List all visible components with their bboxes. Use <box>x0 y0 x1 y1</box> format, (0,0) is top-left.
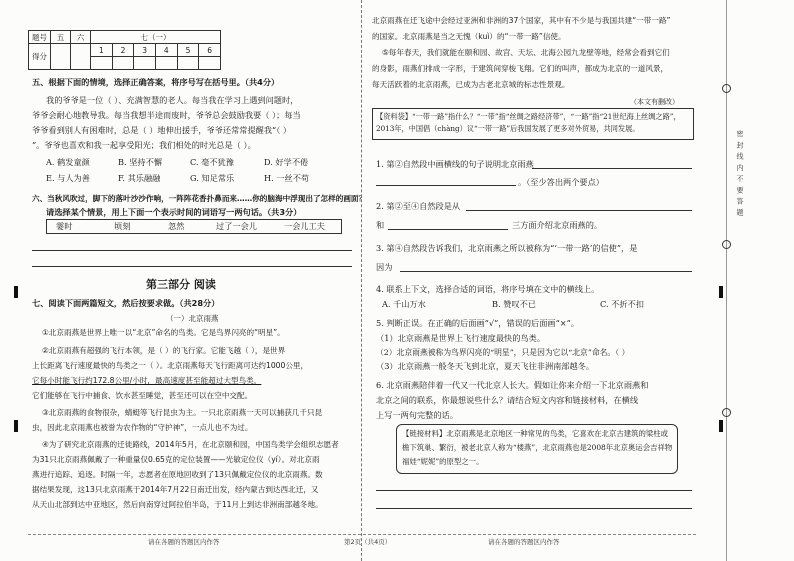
q5-judge-item-1: （1）北京雨燕是世界上飞行速度最快的鸟类。 <box>376 333 545 343</box>
score-col-5: 五 <box>51 31 71 44</box>
seal-circle-icon <box>722 240 731 249</box>
passage-para-3a: ③北京雨燕的食物很杂，蜻蜓等飞行昆虫为主。一只北京雨燕一天可以捕获几千只昆 <box>42 408 323 417</box>
q1-hint: 。（至少答出两个要点） <box>518 177 604 187</box>
q4-option: B. 赞叹不已 <box>492 299 536 309</box>
passage-para-4b: 为31只北京雨燕佩戴了一种重量仅0.65克的定位装置——光敏定位仪（yí）。对北京雨 <box>32 455 320 464</box>
bind-mark <box>719 420 723 432</box>
q5-option: A. 鹤发童颜 <box>46 157 90 167</box>
passage-para-6b: 的身影，雨燕们排成一字形，于建筑间穿梭飞翔。它们的叫声，都成为北京的一道风景， <box>372 64 669 73</box>
q6-word: 顷刻 <box>114 221 131 231</box>
q5-title: 五、根据下面的情境，选择正确答案，将序号写在括号里。（共4分） <box>32 77 280 87</box>
q6-word: 霎时 <box>56 221 73 231</box>
score-col-6: 六 <box>71 31 91 44</box>
q6-word: 一会儿工夫 <box>284 221 325 231</box>
score-sub: 6 <box>199 44 221 57</box>
part3-title: 第三部分 阅读 <box>146 278 216 291</box>
score-cell-6[interactable] <box>71 44 91 70</box>
q1-answer-line-2[interactable] <box>376 185 516 186</box>
q6-answer-line-1[interactable] <box>32 250 352 251</box>
q5-para-2: 爷爷会耐心地教导我。每当我想半途而废时，爷爷总会鼓励我要（ ）；每当 <box>32 110 301 120</box>
q4-text: 4. 联系上下文，选择合适的词语，将序号填在文中的横线上。 <box>376 284 600 294</box>
q3-answer-line[interactable] <box>400 271 692 272</box>
passage-title: （一）北京雨燕 <box>166 314 219 323</box>
score-row-label: 得分 <box>29 44 51 70</box>
q4-option: A. 千山万水 <box>382 299 426 309</box>
score-sub: 4 <box>155 44 177 57</box>
score-cell[interactable] <box>177 57 199 70</box>
score-sub: 5 <box>177 44 199 57</box>
q1-answer-line[interactable] <box>532 168 692 169</box>
q6-answer-line-1[interactable] <box>376 490 692 491</box>
score-table <box>28 30 221 70</box>
score-sub: 3 <box>134 44 156 57</box>
q1-text: 1. 第②自然段中画横线的句子说明北京雨燕 <box>376 159 534 169</box>
passage-para-3b: 虫，因此北京雨燕也被誉为农作物的“守护神”，一点儿也不为过。 <box>32 423 253 432</box>
passage-para-5b: 的国家。北京雨燕是当之无愧（kuì）的“一带一路”信使。 <box>372 32 566 41</box>
passage-para-2c: 它每小时能飞行约172.8公里/小时，最高速度甚至能超过大型鸟类， <box>32 376 262 385</box>
passage-para-4d: 据结果发现，这13只北京雨燕于2014年7月22日南迁出发，经内蒙古到达西北迁，又 <box>32 485 319 494</box>
q5-para-3: 爷爷看到别人有困难时，总是（ ）地伸出援手，爷爷还常常提醒我“（ ） <box>32 125 292 135</box>
score-cell[interactable] <box>134 57 156 70</box>
q6-text-1: 6. 北京雨燕陪伴着一代又一代北京人长大。假如让你来介绍一下北京雨燕和 <box>376 380 649 390</box>
q5-option: E. 与人为善 <box>46 173 90 183</box>
score-sub: 1 <box>91 44 113 57</box>
score-cell[interactable] <box>91 57 113 70</box>
footer-left: 请在各题的答题区内作答 <box>148 538 220 546</box>
q5-para-4: ”。爷爷也喜欢和我一起享受阳光；我们相处的时光总是（ ）。 <box>32 140 256 150</box>
right-column <box>372 0 696 561</box>
q7-title: 七、阅读下面两篇短文，然后按要求做。（共28分） <box>32 298 220 308</box>
score-col-7: 七（一） <box>91 31 221 44</box>
passage-para-2b: 上长距离飞行速度最快的鸟类之一（ ）。北京雨燕每天飞行距离可达约1000公里， <box>32 361 309 370</box>
q6-text-3: 上写一两句完整的话。 <box>376 410 458 420</box>
bind-mark <box>14 286 18 298</box>
q6-title: 六、当秋风吹过，脚下的落叶沙沙作响，一阵阵花香扑鼻而来……你的脑海中浮现出了怎样的画面？ <box>32 194 367 203</box>
q5-option: H. 一丝不苟 <box>264 173 310 183</box>
q5-option: F. 其乐融融 <box>118 173 161 183</box>
q6-word: 过了一会儿 <box>216 221 257 231</box>
passage-para-4a: ④为了研究北京雨燕的迁徙路线，2014年5月，在北京颐和园，中国鸟类学会组织志愿者 <box>42 440 339 449</box>
passage-para-4e: 从天山北部到达中亚地区，然后向南穿过阿拉伯半岛，于11月上到达非洲南部越冬地。 <box>32 500 323 509</box>
seal-circle-icon <box>722 408 731 417</box>
q6-answer-line-2[interactable] <box>376 508 692 509</box>
q5-option: D. 好学不倦 <box>264 157 309 167</box>
q6-word: 忽然 <box>168 221 185 231</box>
q5-judge-text: 5. 判断正误。在正确的后面画“√”，错误的后面画“×”。 <box>376 318 579 328</box>
footer-page-number: 第2页（共4页） <box>344 538 392 546</box>
q6-text-2: 北京之间的联系，你最想说些什么？请结合短文内容和链接材料，在横线 <box>376 395 639 405</box>
q3-text: 3. 第④自然段告诉我们，北京雨燕之所以被称为“‘一带一路’的信使”，是 <box>376 243 638 253</box>
link-material-text: 【链接材料】北京雨燕是北京地区一种常见的鸟类，它喜欢在北京古建筑的梁柱或檐下筑巢、繁衍，被老北京人称为“楼燕”，北京雨燕也是2008年北京奥运会吉祥物福娃“妮妮”的原型之一。 <box>402 429 673 466</box>
q6-answer-line-2[interactable] <box>32 266 352 267</box>
passage-para-6a: ⑤每年春天，我们就能在颐和园、故宫、天坛、北海公园九龙壁等地，经常会看到它们 <box>382 48 670 57</box>
q2-text: 2. 第②至④自然段是从 <box>376 201 461 211</box>
passage-para-2a: ②北京雨燕有超强的飞行本领，是（ ）的飞行家。它能飞越（ ），是世界 <box>42 346 286 355</box>
score-header-label: 题号 <box>29 31 51 44</box>
footer-rule <box>28 534 696 535</box>
score-cell[interactable] <box>199 57 221 70</box>
score-cell-5[interactable] <box>51 44 71 70</box>
q5-option: B. 坚持不懈 <box>118 157 162 167</box>
q5-judge-item-3: （3）北京雨燕一般冬天飞到北京，夏天飞往非洲南部越冬。 <box>376 361 595 371</box>
q3-because: 因为 <box>376 262 393 272</box>
q2-answer-line-2[interactable] <box>388 229 508 230</box>
seal-circle-icon <box>722 84 731 93</box>
q5-para-1: 我的爷爷是一位（ ）、充满智慧的老人。每当我在学习上遇到问题时， <box>46 95 299 105</box>
seal-line-text: 密 封 线 内 不 要 答 题 <box>736 130 744 217</box>
bind-mark <box>14 420 18 432</box>
column-divider <box>361 0 362 561</box>
q5-option: G. 知足常乐 <box>190 173 235 183</box>
passage-para-6c: 每天活跃着的北京雨燕，已成为古老北京城的标志性景观。 <box>372 80 570 89</box>
q5-option: C. 毫不犹豫 <box>190 157 234 167</box>
material-text: 【资料袋】“一带一路”指什么？“一带”指“丝绸之路经济带”，“一路”指“21世纪海上丝绸之路”，2013年，中国倡（chàng）议“一带一路”后我国发展了更多对外贸易，共同发展。 <box>376 112 681 133</box>
q2-tail: 三方面介绍北京雨燕的。 <box>512 220 603 230</box>
bind-mark <box>719 286 723 298</box>
q5-judge-item-2: （2）北京雨燕被称为鸟界闪亮的“明星”，只是因为它以“北京”命名。（ ） <box>376 348 630 357</box>
footer-right: 请在各题的答题区内作答 <box>488 538 560 546</box>
passage-para-2d: 它们能够在飞行中捕食、饮水甚至睡觉，甚至还可以在空中交配。 <box>32 391 253 400</box>
score-cell[interactable] <box>155 57 177 70</box>
passage-para-4c: 燕进行追踪、追逐。时隔一年，志愿者在原地回收到了13只佩戴定位仪的北京雨燕。数 <box>32 470 323 479</box>
score-cell[interactable] <box>112 57 134 70</box>
q6-instruction: 请选择某个情景，用上下面一个表示时间的词语写一两句话。（共3分） <box>46 207 302 217</box>
left-column <box>28 0 367 561</box>
score-sub: 2 <box>112 44 134 57</box>
q4-option: C. 不折不扣 <box>600 299 644 309</box>
q2-and: 和 <box>376 220 385 230</box>
q2-answer-line[interactable] <box>466 210 692 211</box>
source-note: （本文有删改） <box>630 98 679 106</box>
passage-para-1: ①北京雨燕是世界上唯一以“北京”命名的鸟类。它是鸟界闪亮的“明星”。 <box>42 328 285 337</box>
passage-para-5a: 北京雨燕在迁飞途中会经过亚洲和非洲的37个国家，其中有不少是与我国共建“一带一路” <box>372 16 671 25</box>
